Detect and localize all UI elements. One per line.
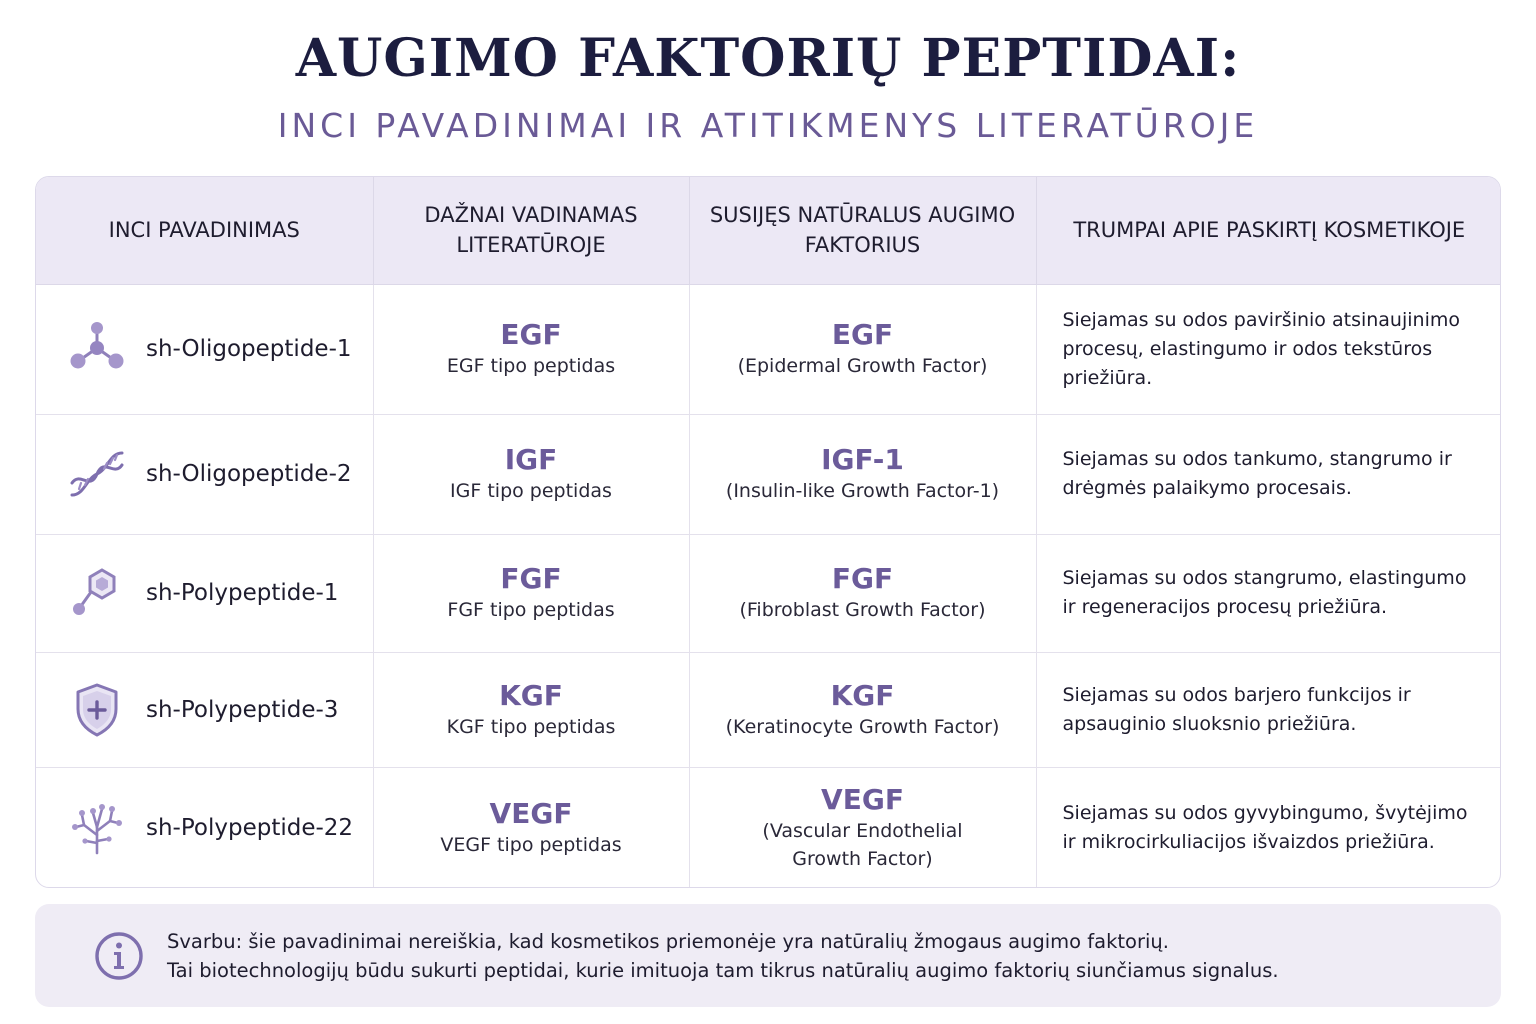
inci-name: sh-Oligopeptide-1 [146, 336, 352, 362]
shield-plus-icon [66, 679, 128, 741]
inci-cell [36, 652, 373, 767]
column-header-inci: INCI PAVADINIMAS [36, 177, 373, 284]
column-header-natural-factor: SUSIJĘS NATŪRALUS AUGIMO FAKTORIUS [689, 177, 1036, 284]
vessel-branch-icon [66, 797, 128, 859]
literature-abbr: KGF [499, 678, 563, 712]
literature-abbr: IGF [504, 443, 558, 476]
purpose-cell: Siejamas su odos gyvybingumo, švytėjimo ir mikrocirkuliacijos išvaizdos priežiūra. [1062, 801, 1468, 853]
literature-name-cell [373, 284, 689, 414]
note-line-2: Tai biotechnologijų būdu sukurti peptidai, kurie imituoja tam tikrus natūralių augimo faktorių siunčiamus signalus. [167, 958, 1279, 982]
table-row [36, 652, 1501, 767]
literature-desc: EGF tipo peptidas [446, 355, 616, 377]
table-header-row [36, 177, 1501, 284]
literature-desc: FGF tipo peptidas [447, 599, 615, 621]
natural-factor-abbr: KGF [830, 678, 895, 712]
inci-cell [36, 414, 373, 534]
natural-factor-abbr: EGF [831, 318, 894, 351]
molecule-icon [66, 318, 128, 380]
purpose-cell: Siejamas su odos paviršinio atsinaujinimo procesų, elastingumo ir odos tekstūros priežiūra. [1036, 284, 1501, 414]
literature-desc: IGF tipo peptidas [450, 480, 612, 502]
literature-desc: VEGF tipo peptidas [440, 833, 622, 856]
note-line-1: Svarbu: šie pavadinimai nereiškia, kad kosmetikos priemonėje yra natūralių žmogaus augimo faktorių. [167, 929, 1169, 953]
note-text [167, 927, 1279, 985]
natural-factor-abbr: IGF-1 [821, 443, 904, 476]
inci-name: sh-Polypeptide-3 [146, 696, 339, 723]
peptide-table-card [35, 176, 1501, 888]
natural-factor-desc: (Epidermal Growth Factor) [737, 355, 988, 377]
info-icon [93, 930, 145, 982]
purpose-cell: Siejamas su odos stangrumo, elastingumo ir regeneracijos procesų priežiūra. [1036, 534, 1501, 652]
column-header-purpose: TRUMPAI APIE PASKIRTĮ KOSMETIKOJE [1036, 177, 1501, 284]
table-row [36, 767, 1501, 888]
peptide-table [36, 177, 1501, 888]
table-row [36, 284, 1501, 414]
inci-cell [36, 534, 373, 652]
inci-cell [36, 284, 373, 414]
literature-desc: KGF tipo peptidas [446, 715, 616, 738]
literature-name-cell [373, 767, 689, 888]
literature-abbr: FGF [500, 562, 562, 595]
natural-factor-desc: (Fibroblast Growth Factor) [739, 599, 986, 621]
info-note [35, 904, 1501, 1007]
natural-factor-abbr: FGF [831, 562, 894, 595]
natural-factor-desc: (Keratinocyte Growth Factor) [725, 715, 1000, 738]
inci-name: sh-Oligopeptide-2 [146, 461, 352, 487]
hexagon-molecule-icon [66, 562, 128, 624]
natural-factor-desc: (Insulin-like Growth Factor-1) [725, 480, 1000, 502]
natural-factor-desc: (Vascular Endothelial Growth Factor) [762, 819, 963, 870]
natural-factor-cell [689, 652, 1036, 767]
inci-name: sh-Polypeptide-1 [146, 580, 339, 606]
literature-name-cell [373, 534, 689, 652]
dna-icon [66, 443, 128, 505]
page-title: AUGIMO FAKTORIŲ PEPTIDAI: [295, 28, 1241, 89]
table-row [36, 414, 1501, 534]
page-subtitle: INCI PAVADINIMAI IR ATITIKMENYS LITERATŪROJE [277, 106, 1259, 145]
column-header-literature: DAŽNAI VADINAMAS LITERATŪROJE [373, 177, 689, 284]
purpose-cell: Siejamas su odos barjero funkcijos ir apsauginio sluoksnio priežiūra. [1036, 652, 1501, 767]
purpose-cell: Siejamas su odos tankumo, stangrumo ir drėgmės palaikymo procesais. [1036, 414, 1501, 534]
natural-factor-abbr: VEGF [821, 782, 904, 816]
inci-name: sh-Polypeptide-22 [146, 814, 354, 841]
natural-factor-cell [689, 534, 1036, 652]
literature-abbr: EGF [500, 318, 562, 351]
literature-name-cell [373, 652, 689, 767]
table-row [36, 534, 1501, 652]
natural-factor-cell [689, 284, 1036, 414]
natural-factor-cell [689, 767, 1036, 888]
inci-cell [36, 767, 373, 888]
natural-factor-cell [689, 414, 1036, 534]
literature-abbr: VEGF [489, 796, 573, 830]
literature-name-cell [373, 414, 689, 534]
